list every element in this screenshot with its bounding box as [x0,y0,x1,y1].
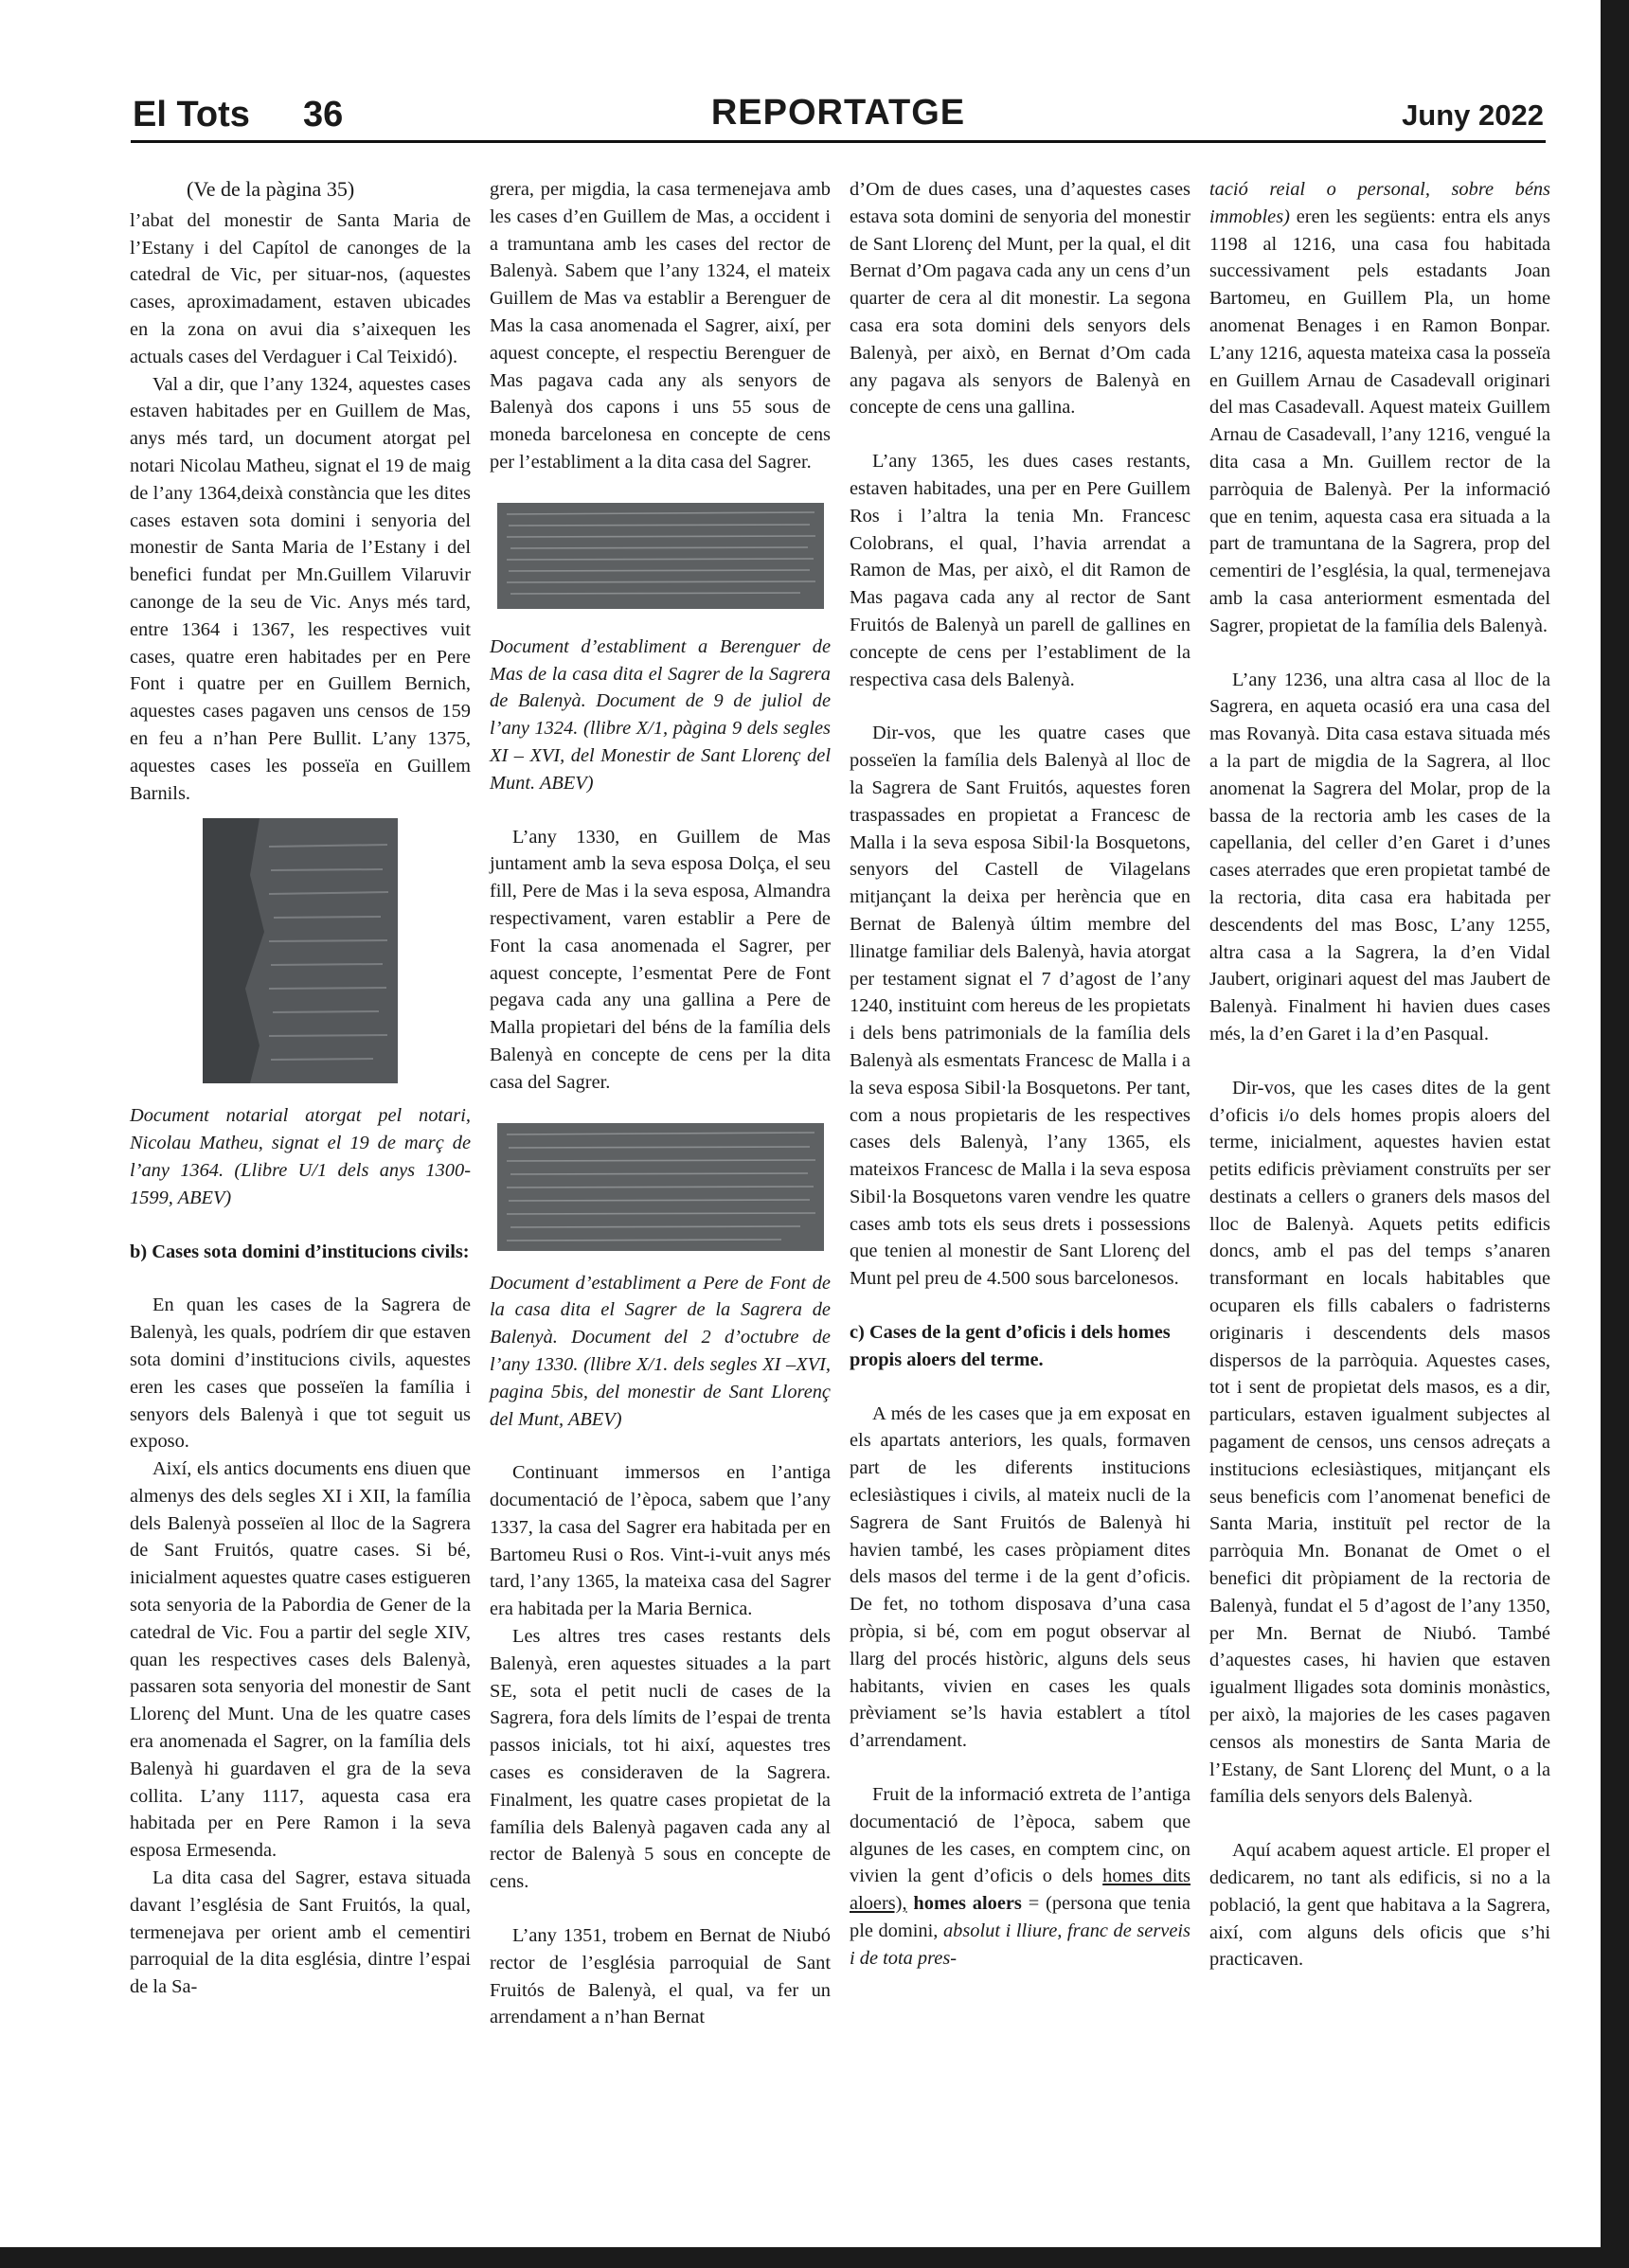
paragraph: Aquí acabem aquest article. El proper el dedicarem, no tant als edificis, si no a la població, la gent que habitava a la Sagrera, així, com alguns dels oficis que s’hi practicaven. [1209,1840,1550,1971]
paragraph: A més de les cases que ja em exposat en els apartats anteriors, les quals, formaven part de les diferents institucions eclesiàstiques i civils, al mateix nucli de la Sagrera de Sant Fruitós de Balenyà hi havien també, les cases pròpiament dites dels masos del terme i de la gent d’oficis. De fet, no tothom disposava d’una casa pròpia, si bé, com em pogut observar al llarg del procés històric, alguns dels seus habitants, vivien en cases les quals prèviament se’ls havia establert a títol d’arrendament. [850,1402,1190,1752]
paragraph [1209,176,1550,640]
paragraph: La dita casa del Sagrer, estava situada davant l’església de Sant Fruitós, la qual, termenejava per orient amb el cementiri parroquial de la dita església, dintre l’espai de la Sa- [130,1867,471,1998]
paragraph: L’any 1351, trobem en Bernat de Niubó rector de l’església parroquial de Sant Fruitós de Balenyà, el qual, va fer un arrendament a n’han Bernat [490,1925,831,2028]
publication-name: El Tots [133,95,250,134]
italic-text: tació reial o personal, sobre béns immobles) [1209,179,1550,227]
section-title: REPORTATGE [710,93,966,133]
paragraph-text: Fruit de la informació extreta de l’antiga documentació de l’època, sabem que algunes de les cases, en comptem cinc, on vivien la gent d’oficis o dels [850,1784,1190,1887]
paragraph: L’any 1330, en Guillem de Mas juntament amb la seva esposa Dolça, el seu fill, Pere de Mas i la seva esposa, Almandra respectivament, varen establir a Pere de Font la casa anomenada el Sagrer, per aquest concepte, l’esmentat Pere de Font pegava cada any una gallina a Pere de Malla propietari del béns de la família dels Balenyà en concepte de cens per la dita casa del Sagrer. [490,826,831,1093]
paragraph-text: = (persona que tenia ple domini, [850,1893,1190,1942]
paragraph: Continuant immersos en l’antiga documentació de l’època, sabem que l’any 1337, la casa del Sagrer era habitada per en Bartomeu Rusi o Ros. Vint-i-vuit anys més tard, l’any 1365, la mateixa casa del Sagrer era habitada per la Maria Bernica. [490,1462,831,1620]
page-number: 36 [303,95,344,134]
page-header [133,95,1544,142]
paragraph: En quan les cases de la Sagrera de Balenyà, les quals, podríem dir que estaven sota domini d’institucions civils, aquestes eren les cases que posseïen la família i senyors dels Balenyà i que tot seguit us exposo. [130,1295,471,1453]
paragraph: Així, els antics documents ens diuen que almenys des dels segles XI i XII, la família dels Balenyà posseïen al lloc de la Sagrera de Sant Fruitós, quatre cases. Si bé, inicialment aquestes quatre cases estigueren sota senyoria de la Pabordia de Gener de la catedral de Vic. Fou a partir del segle XIV, quan les respectives cases dels Balenyà, passaren sota senyoria del monestir de Sant Llorenç del Munt. Una de les quatre cases era anomenada el Sagrer, on la família dels Balenyà hi guardaven el gra de la seva collita. L’any 1117, aquesta casa era habitada per en Pere Ramon i la seva esposa Ermesenda. [130,1458,471,1862]
paragraph: L’any 1365, les dues cases restants, estaven habitades, una per en Pere Guillem Ros i l’altra la tenia Mn. Francesc Colobrans, el qual, l’havia arrendat a Ramon de Mas, per això, el dit Ramon de Mas pagava cada any al rector de Sant Fruitós de Balenyà un parell de gallines en concepte de cens per l’establiment de la respectiva casa dels Balenyà. [850,451,1190,690]
paragraph [850,1781,1190,1973]
document-photo-1364 [203,818,398,1083]
column-3 [850,176,1190,1973]
italic-text: absolut i lliure, franc de serveis i de tota pres- [850,1920,1190,1969]
paragraph: Dir-vos, que les quatre cases que posseïen la família dels Balenyà al lloc de la Sagrera de Sant Fruitós, aquestes foren traspassades en propietat a Francesc de Malla i la seva esposa Sibil·la Bosquetons, senyors del Castell de Vilagelans mitjançant la deixa per herència que en Bernat de Balenyà últim membre del llinatge familiar dels Balenyà, havia atorgat per testament signat el 7 d’agost de l’any 1240, instituint com hereus de les propietats i dels bens patrimonials de la família dels Balenyà als esmentats Francesc de Malla i a la seva esposa Sibil·la Bosquetons. Per tant, com a nous propietaris de les respectives cases dels Balenyà, l’any 1365, els mateixos Francesc de Malla i la seva esposa Sibil·la Bosquetons varen vendre les quatre cases amb tots els seus drets i possessions que tenien al monestir de Sant Llorenç del Munt pel preu de 4.500 sous barcelonesos. [850,723,1190,1290]
column-1 [130,176,471,2001]
scan-edge-right [1601,0,1629,2268]
document-photo-1324 [497,503,824,609]
section-heading-c: c) Cases de la gent d’oficis i dels homes propis aloers del terme. [850,1322,1171,1370]
section-heading-b: b) Cases sota domini d’institucions civils: [130,1241,470,1262]
photo-caption: Document d’establiment a Pere de Font de la casa dita el Sagrer de la Sagrera de Balenyà. Document del 2 d’octubre de l’any 1330. (llibre X/1. dels segles XI –XVI, pagina 5bis, del monestir de Sant Llorenç del Munt, ABEV) [490,1272,831,1430]
header-rule [131,140,1546,143]
document-photo-1330 [497,1123,824,1251]
column-2 [490,176,831,2031]
column-4 [1209,176,1550,1973]
bold-term: homes aloers [913,1893,1022,1915]
continued-from: (Ve de la pàgina 35) [187,177,355,201]
paragraph: l’abat del monestir de Santa Maria de l’Estany i del Capítol de canonges de la catedral de Vic, per situar-nos, (aquestes cases, aproximadament, estaven ubicades en la zona on avui dia s’aixequen les actuals cases del Verdaguer i Cal Teixidó). [130,209,471,367]
scan-edge-bottom [0,2247,1629,2268]
issue-date: Juny 2022 [1402,98,1544,132]
paragraph: d’Om de dues cases, una d’aquestes cases estava sota domini de senyoria del monestir de Sant Llorenç del Munt, per la qual, el dit Bernat d’Om pagava cada any un cens d’un quarter de cera al dit monestir. La segona casa era sota domini dels senyors dels Balenyà, per això, en Bernat d’Om cada any pagava als senyors de Balenyà en concepte de cens una gallina. [850,179,1190,419]
photo-caption: Document d’establiment a Berenguer de Mas de la casa dita el Sagrer de la Sagrera de Balenyà. Document de 9 de juliol de l’any 1324. (llibre X/1, pàgina 9 dels segles XI – XVI, del Monestir de Sant Llorenç del Munt. ABEV) [490,635,831,794]
underlined-text: homes dits aloers), [850,1866,1190,1915]
paragraph: grera, per migdia, la casa termenejava amb les cases d’en Guillem de Mas, a occident i a tramuntana amb les cases del rector de Balenyà. Sabem que l’any 1324, el mateix Guillem de Mas va establir a Berenguer de Mas la casa anomenada el Sagrer, així, per aquest concepte, el respectiu Berenguer de Mas pagava cada any als senyors de Balenyà dos capons i uns 55 sous de moneda barcelonesa en concepte de cens per l’establiment a la dita casa del Sagrer. [490,179,831,473]
photo-caption: Document notarial atorgat pel notari, Nicolau Matheu, signat el 19 de març de l’any 1364. (Llibre U/1 dels anys 1300-1599, ABEV) [130,1105,471,1208]
paragraph: L’any 1236, una altra casa al lloc de la Sagrera, en aqueta ocasió era una casa del mas Rovanyà. Dita casa estava situada més a la part de migdia de la Sagrera, al lloc anomenat la Sagrera del Molar, prop de la bassa de la rectoria amb les cases de la capellania, del celler d’en Garet i d’unes cases aterrades que eren propietat també de la rectoria, dita casa era habitada per descendents del mas Bosc, L’any 1255, altra casa a la Sagrera, la d’en Vidal Jaubert, originari aquest del mas Jaubert de Balenyà. Finalment hi havien dues cases més, la d’en Garet i la d’en Pasqual. [1209,669,1550,1045]
paragraph: Val a dir, que l’any 1324, aquestes cases estaven habitades per en Guillem de Mas, anys més tard, un document atorgat pel notari Nicolau Matheu, signat el 19 de maig de l’any 1364,deixà constància que les dites cases estaven sota domini i senyoria del monestir de Santa Maria de l’Estany i del benefici fundat per Mn.Guillem Vilaruvir canonge de la seu de Vic. Anys més tard, entre 1364 i 1367, les respectives vuit cases, quatre eren habitades per en Pere Font i quatre per en Guillem Bernich, aquestes cases pagaven uns censos de 159 en feu a n’han Pere Bullit. L’any 1375, aquestes cases les posseïa en Guillem Barnils. [130,373,471,804]
paragraph-text: eren les següents: entra els anys 1198 al 1216, una casa fou habitada successivament pels estadants Joan Bartomeu, en Guillem Pla, un home anomenat Benages i en Ramon Bonpar. L’any 1216, aquesta mateixa casa la posseïa en Guillem Arnau de Casadevall originari del mas Casadevall. Aquest mateix Guillem Arnau de Casadevall, l’any 1216, vengué la dita casa a Mn. Guillem rector de la parròquia de Balenyà. Per la informació que en tenim, aquesta casa era situada a la part de tramuntana de la Sagrera, prop del cementiri de l’església, la qual, termenejava amb la casa anteriorment esmentada del Sagrer, propietat de la família dels Balenyà. [1209,205,1550,636]
paragraph: Dir-vos, que les cases dites de la gent d’oficis i/o dels homes propis aloers del terme, inicialment, aquestes havien estat petits edificis prèviament construïts per ser destinats a cellers o graners dels masos del lloc de Balenyà. Aquets petits edificis doncs, amb el pas del temps s’anaren transformant en locals habitables que ocuparen els fills cabalers o fadristerns originaris i descendents dels masos dispersos de la parròquia. Aquestes cases, tot i sent de propietat dels masos, es a dir, particulars, estaven igualment subjectes al pagament de censos, uns censos adreçats a institucions eclesiàstiques, mitjançant els seus beneficis com l’anomenat benefici de Santa Maria, instituït pel rector de la parròquia Mn. Bonanat de Omet o el benefici dit pròpiament de la rectoria de Balenyà, fundat el 5 d’agost de l’any 1350, per Mn. Bernat de Niubó. També d’aquestes cases, hi havien que estaven igualment lligades sota dominis monàstics, per això, la majories de les cases pagaven censos als monestirs de Santa Maria de l’Estany, de Sant Llorenç del Munt, o a la família dels senyors dels Balenyà. [1209,1077,1550,1808]
paragraph: Les altres tres cases restants dels Balenyà, eren aquestes situades a la part SE, sota el petit nucli de cases de la Sagrera, fora dels límits de l’espai de trenta passos inicials, tot hi així, aquestes tres cases es consideraven de la Sagrera. Finalment, les quatre cases propietat de la família dels Balenyà pagaven cada any al rector de Balenyà 5 sous en concepte de cens. [490,1626,831,1893]
